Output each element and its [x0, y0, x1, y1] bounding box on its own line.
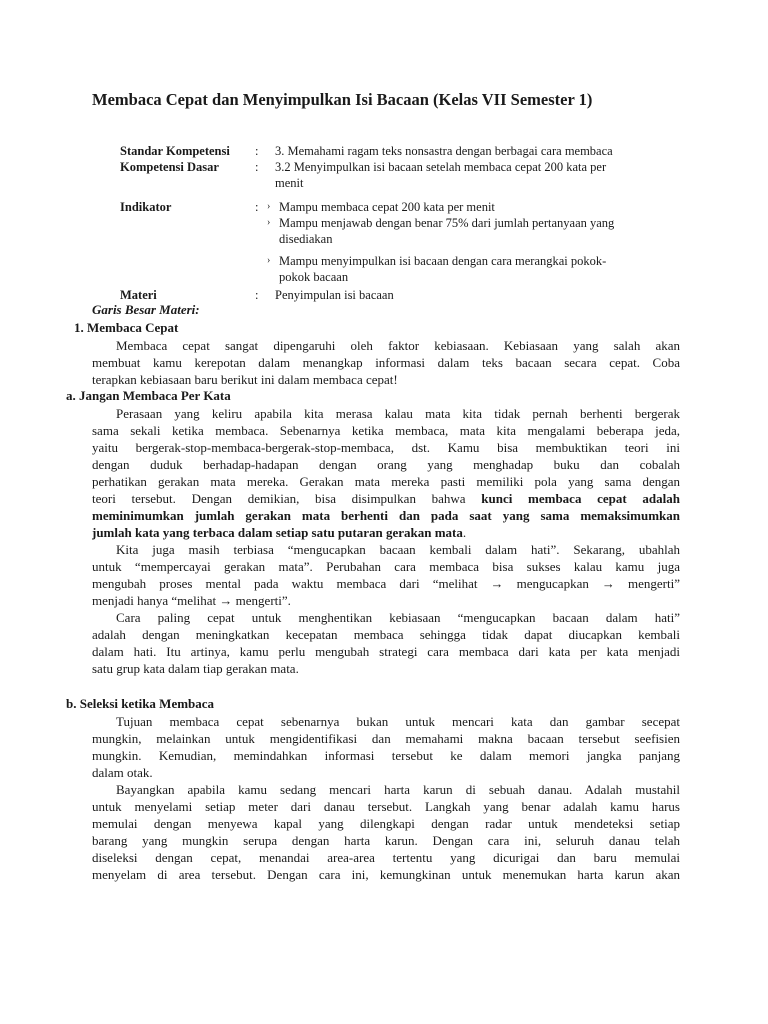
indikator-list — [267, 199, 680, 285]
indikator-label: Indikator — [120, 200, 172, 214]
kd-label: Kompetensi Dasar — [120, 160, 219, 174]
text-line: menjadi hanya “melihat → mengerti”. — [92, 593, 291, 608]
text-line: Kita juga masih terbiasa “mengucapkan bacaan kembali dalam hati”. Sekarang, ubahlah — [116, 542, 680, 557]
section-b-heading: b. Seleksi ketika Membaca — [66, 696, 215, 711]
standar-value: 3. Memahami ragam teks nonsastra dengan berbagai cara membaca — [275, 144, 613, 158]
kd-value-line: menit — [275, 176, 304, 190]
text-line: Membaca cepat sangat dipengaruhi oleh faktor kebiasaan. Kebiasaan yang salah akan — [116, 338, 680, 353]
section-a-heading: a. Jangan Membaca Per Kata — [66, 388, 231, 403]
text-line: menyelam di area tersebut. Dengan cara ini, kemungkinan untuk menemukan harta karun akan — [92, 867, 680, 882]
indikator-text: Mampu menyimpulkan isi bacaan dengan cara merangkai pokok- — [279, 254, 607, 268]
text-line-mixed — [92, 490, 680, 507]
paragraph-1 — [92, 337, 680, 388]
colon: : — [255, 288, 259, 302]
text-line: satu grup kata dalam tiap gerakan mata. — [92, 661, 299, 676]
materi-row — [120, 287, 680, 303]
text-line: Bayangkan apabila kamu sedang mencari harta karun di sebuah danau. Adalah mustahil — [116, 782, 680, 797]
text-line: mungkin, melainkan untuk mengidentifikasi dan memahami makna bacaan tersebut seefisien — [92, 731, 680, 746]
colon: : — [255, 160, 259, 174]
kd-row — [120, 159, 680, 191]
indikator-continuation: pokok bacaan — [279, 270, 349, 284]
paragraph-b1 — [92, 713, 680, 781]
bullet-icon: › — [267, 201, 271, 212]
paragraph-a3 — [92, 609, 680, 677]
standar-label: Standar Kompetensi — [120, 144, 230, 158]
text-line-bold — [92, 507, 680, 524]
text-line: diseleksi dengan cepat, menandai area-area tertentu yang dicurigai dan baru memulai — [92, 850, 680, 865]
text-line: Cara paling cepat untuk menghentikan kebiasaan “mengucapkan bacaan dalam hati” — [116, 610, 680, 625]
materi-value: Penyimpulan isi bacaan — [275, 288, 394, 302]
indikator-text: Mampu membaca cepat 200 kata per menit — [279, 200, 495, 214]
kd-value-line: 3.2 Menyimpulkan isi bacaan setelah membaca cepat 200 kata per — [275, 160, 607, 174]
text-line: membuat kamu kerepotan dalam menangkap informasi dalam teks bacaan secara cepat. Coba — [92, 355, 680, 370]
page-title: Membaca Cepat dan Menyimpulkan Isi Bacaan (Kelas VII Semester 1) — [92, 90, 593, 109]
paragraph-a1 — [92, 405, 680, 541]
paragraph-b2 — [92, 781, 680, 883]
text-line: untuk “mempercayai gerakan mata”. Perubahan cara membaca bisa sukses kalau kamu juga — [92, 559, 680, 574]
colon: : — [255, 144, 259, 158]
text-line: adalah dengan meningkatkan kecepatan membaca sehingga tidak dapat diucapkan kembali — [92, 627, 680, 642]
kd-value — [275, 159, 680, 191]
section-1-heading: 1. Membaca Cepat — [74, 320, 179, 335]
indikator-row — [120, 199, 680, 285]
text-line: yaitu bergerak-stop-membaca-bergerak-stop-membaca, dst. Kamu bisa membuktikan teori ini — [92, 440, 680, 455]
paragraph-a2 — [92, 541, 680, 609]
text-bold: meminimumkan jumlah gerakan mata berhenti dan pada saat yang sama memaksimumkan — [92, 508, 680, 523]
garis-besar-heading: Garis Besar Materi: — [92, 302, 200, 317]
text-normal: . — [462, 525, 467, 540]
text-line: perhatikan gerakan mata mereka. Gerakan mata mereka pasti memiliki pola yang sama dengan — [92, 474, 680, 489]
text-line: memulai dengan menyewa kapal yang dilengkapi dengan radar untuk mendeteksi setiap — [92, 816, 680, 831]
indikator-item — [267, 253, 680, 269]
text-line: terapkan kebiasaan baru berikut ini dalam membaca cepat! — [92, 372, 398, 387]
competency-table — [120, 143, 680, 303]
text-line: sama sekali ketika membaca. Sebenarnya ketika membaca, mata kita mengalami beberapa jeda, — [92, 423, 680, 438]
text-line: dengan duduk berhadap-hadapan dengan orang yang menghadap buku dan cobalah — [92, 457, 680, 472]
text-line: dalam hati. Itu artinya, kamu perlu mengubah strategi cara membaca dari kata per kata menjadi — [92, 644, 680, 659]
text-line: dalam otak. — [92, 765, 153, 780]
colon: : — [255, 200, 259, 214]
indikator-continuation: disediakan — [279, 232, 333, 246]
materi-label: Materi — [120, 288, 157, 302]
text-line: barang yang mungkin serupa dengan harta karun. Dengan cara ini, seluruh danau telah — [92, 833, 680, 848]
text-line-bold — [92, 524, 680, 541]
text-line: mengubah proses mental pada waktu membaca dari “melihat → mengucapkan → mengerti” — [92, 576, 680, 591]
bullet-icon: › — [267, 217, 271, 228]
text-line: Tujuan membaca cepat sebenarnya bukan untuk mencari kata dan gambar secepat — [116, 714, 680, 729]
text-bold: kunci membaca cepat adalah — [481, 491, 680, 506]
indikator-item — [267, 215, 680, 231]
text-line: untuk menyelami setiap meter dari danau tersebut. Langkah yang benar adalah kamu harus — [92, 799, 680, 814]
indikator-item — [267, 199, 680, 215]
text-bold: jumlah kata yang terbaca dalam setiap satu putaran gerakan mata — [92, 525, 463, 540]
text-line: mungkin. Kemudian, memindahkan informasi tersebut ke dalam memori jangka panjang — [92, 748, 680, 763]
text-normal: teori tersebut. Dengan demikian, bisa disimpulkan bahwa — [92, 491, 482, 506]
standar-row — [120, 143, 680, 159]
bullet-icon: › — [267, 255, 271, 266]
text-line: Perasaan yang keliru apabila kita merasa kalau mata kita tidak pernah berhenti bergerak — [116, 406, 680, 421]
indikator-text: Mampu menjawab dengan benar 75% dari jumlah pertanyaan yang — [279, 216, 615, 230]
